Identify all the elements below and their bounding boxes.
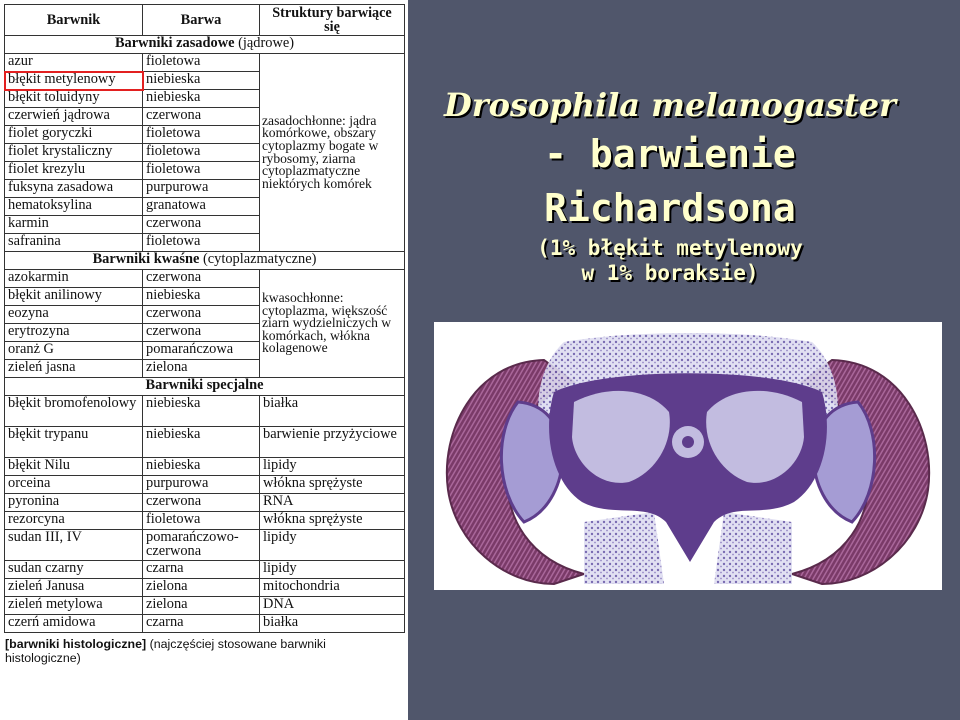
cell-stain: hematoksylina	[5, 198, 143, 216]
section-title-text: Barwniki kwaśne	[92, 251, 200, 267]
table-row	[5, 494, 405, 512]
cell-structures: RNA	[260, 494, 405, 512]
cell-color: purpurowa	[143, 476, 260, 494]
cell-color: fioletowa	[143, 126, 260, 144]
title-line-2: - barwienie	[544, 132, 796, 176]
lower-tissue	[584, 512, 664, 584]
header-color: Barwa	[143, 5, 260, 36]
cell-color: czerwona	[143, 306, 260, 324]
cell-stain: błękit anilinowy	[5, 288, 143, 306]
section-title	[5, 252, 405, 270]
caption-rest: (najczęściej stosowane barwniki histologiczne)	[5, 637, 326, 665]
table-row	[5, 396, 405, 427]
cell-color: niebieska	[143, 90, 260, 108]
cell-stain: błękit Nilu	[5, 458, 143, 476]
section-title-text: Barwniki zasadowe	[114, 35, 235, 51]
cell-color: czerwona	[143, 324, 260, 342]
cell-stain: fiolet goryczki	[5, 126, 143, 144]
cell-stain: czerwień jądrowa	[5, 108, 143, 126]
cell-stain: azur	[5, 54, 143, 72]
cell-color: czarna	[143, 615, 260, 633]
cell-stain: sudan III, IV	[5, 530, 143, 561]
title-line-3: Richardsona	[544, 186, 796, 230]
cell-structures: lipidy	[260, 530, 405, 561]
cell-stain: fiolet krystaliczny	[5, 144, 143, 162]
cell-stain: erytrozyna	[5, 324, 143, 342]
section-title-paren: (cytoplazmatyczne)	[202, 251, 317, 267]
micrograph-drawing	[434, 322, 942, 590]
section-title	[5, 378, 405, 396]
cell-color: fioletowa	[143, 512, 260, 530]
cell-color: czerwona	[143, 216, 260, 234]
cell-stain: sudan czarny	[5, 561, 143, 579]
cell-stain: azokarmin	[5, 270, 143, 288]
lower-tissue-right	[714, 512, 792, 584]
cell-color: fioletowa	[143, 162, 260, 180]
cell-structures: mitochondria	[260, 579, 405, 597]
cell-color: niebieska	[143, 427, 260, 458]
cell-structures: białka	[260, 615, 405, 633]
cell-structures: DNA	[260, 597, 405, 615]
section-title-text: Barwniki specjalne	[145, 377, 264, 393]
header-structures: Struktury barwiące się	[260, 5, 405, 36]
cell-stain: rezorcyna	[5, 512, 143, 530]
table-row	[5, 270, 405, 288]
cell-stain: błękit trypanu	[5, 427, 143, 458]
cell-color: purpurowa	[143, 180, 260, 198]
cell-color: niebieska	[143, 458, 260, 476]
table-row	[5, 597, 405, 615]
cell-color: zielona	[143, 579, 260, 597]
cell-stain: fuksyna zasadowa	[5, 180, 143, 198]
cell-color: czerwona	[143, 494, 260, 512]
table-row	[5, 530, 405, 561]
cell-stain: błękit metylenowy	[5, 72, 143, 90]
stain-table	[4, 4, 405, 633]
cell-color: czarna	[143, 561, 260, 579]
cell-stain: safranina	[5, 234, 143, 252]
section-title	[5, 36, 405, 54]
cell-structures: zasadochłonne: jądra komórkowe, obszary cytoplazmy bogate w rybosomy, ziarna cytoplazmatyczne niektórych komórek	[260, 54, 405, 252]
cell-color: fioletowa	[143, 234, 260, 252]
cell-stain: eozyna	[5, 306, 143, 324]
table-row	[5, 615, 405, 633]
cell-color: niebieska	[143, 288, 260, 306]
cell-stain: zieleń metylowa	[5, 597, 143, 615]
cell-structures: barwienie przyżyciowe	[260, 427, 405, 458]
cell-stain: błękit toluidyny	[5, 90, 143, 108]
cell-structures: włókna sprężyste	[260, 476, 405, 494]
cell-color: fioletowa	[143, 144, 260, 162]
section-header-row	[5, 378, 405, 396]
table-row	[5, 579, 405, 597]
cell-color: zielona	[143, 360, 260, 378]
cell-stain: oranż G	[5, 342, 143, 360]
table-row	[5, 427, 405, 458]
cell-color: zielona	[143, 597, 260, 615]
table-row	[5, 512, 405, 530]
cell-structures: kwasochłonne: cytoplazma, większość ziarn wydzielniczych w komórkach, włókna kolagenowe	[260, 270, 405, 378]
cell-structures: lipidy	[260, 561, 405, 579]
cell-stain: karmin	[5, 216, 143, 234]
cell-color: czerwona	[143, 270, 260, 288]
table-row	[5, 54, 405, 72]
header-stain: Barwnik	[5, 5, 143, 36]
cell-structures: lipidy	[260, 458, 405, 476]
table-row	[5, 561, 405, 579]
table-header-row	[5, 5, 405, 36]
stain-table-panel	[0, 0, 408, 720]
cell-color: czerwona	[143, 108, 260, 126]
cell-stain: fiolet krezylu	[5, 162, 143, 180]
title-subline-1: (1% błękit metylenowy	[537, 236, 803, 260]
table-caption	[4, 637, 404, 665]
cell-stain: pyronina	[5, 494, 143, 512]
cell-stain: zieleń Janusa	[5, 579, 143, 597]
cell-stain: czerń amidowa	[5, 615, 143, 633]
table-row	[5, 476, 405, 494]
cell-color: pomarańczowa	[143, 342, 260, 360]
cell-stain: błękit bromofenolowy	[5, 396, 143, 427]
cell-stain: zieleń jasna	[5, 360, 143, 378]
section-header-row	[5, 252, 405, 270]
fly-head-section-micrograph	[434, 322, 942, 590]
caption-bold: [barwniki histologiczne]	[5, 637, 147, 651]
slide-title	[410, 84, 930, 286]
cell-color: granatowa	[143, 198, 260, 216]
table-row	[5, 458, 405, 476]
cell-structures: białka	[260, 396, 405, 427]
title-species: Drosophila melanogaster	[444, 86, 896, 124]
cell-color: fioletowa	[143, 54, 260, 72]
cell-stain: orceina	[5, 476, 143, 494]
cell-color: niebieska	[143, 72, 260, 90]
cell-structures: włókna sprężyste	[260, 512, 405, 530]
title-subline-2: w 1% boraksie)	[581, 261, 759, 285]
section-header-row	[5, 36, 405, 54]
cell-color: niebieska	[143, 396, 260, 427]
cell-color: pomarańczowo-czerwona	[143, 530, 260, 561]
section-title-paren: (jądrowe)	[238, 35, 295, 51]
